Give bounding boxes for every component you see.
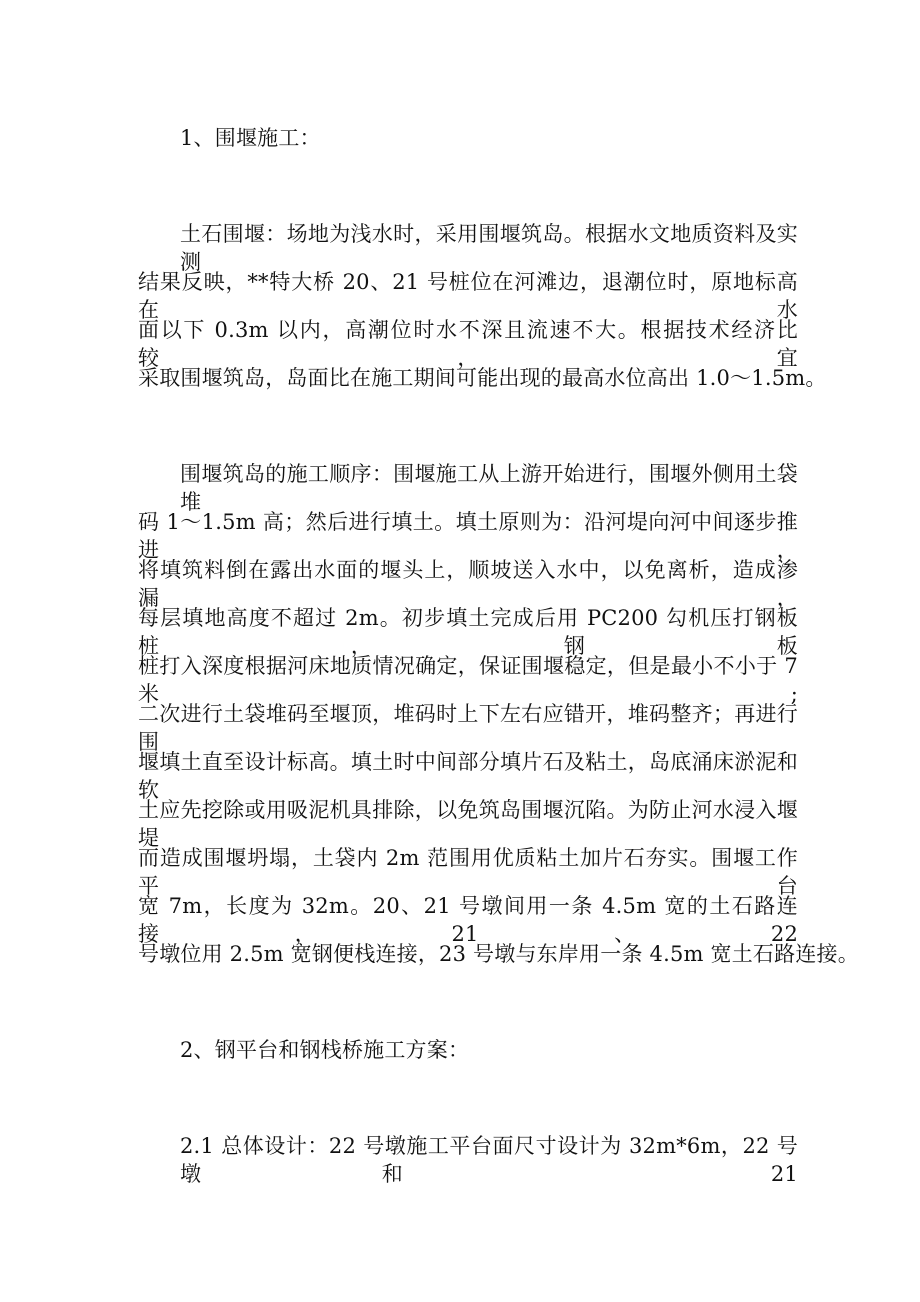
- paragraph-line: 将填筑料倒在露出水面的堰头上，顺坡送入水中，以免离析，造成渗漏，: [138, 558, 798, 610]
- paragraph-line: 码 1～1.5m 高；然后进行填土。填土原则为：沿河堤向河中间逐步推进，: [138, 510, 798, 562]
- paragraph-line: 土石围堰：场地为浅水时，采用围堰筑岛。根据水文地质资料及实测: [180, 222, 798, 274]
- section-heading-2: 2、钢平台和钢栈桥施工方案：: [180, 1038, 470, 1062]
- paragraph-line: 宽 7m，长度为 32m。20、21 号墩间用一条 4.5m 宽的土石路连接，21、22: [138, 894, 798, 946]
- paragraph-line: 号墩位用 2.5m 宽钢便栈连接，23 号墩与东岸用一条 4.5m 宽土石路连接。: [138, 942, 859, 966]
- paragraph-line: 二次进行土袋堆码至堰顶，堆码时上下左右应错开，堆码整齐；再进行围: [138, 702, 798, 754]
- paragraph-line: 面以下 0.3m 以内，高潮位时水不深且流速不大。根据技术经济比较，宜: [138, 318, 798, 370]
- paragraph-line: 而造成围堰坍塌，土袋内 2m 范围用优质粘土加片石夯实。围堰工作平台: [138, 846, 798, 898]
- paragraph-line: 围堰筑岛的施工顺序：围堰施工从上游开始进行，围堰外侧用土袋堆: [180, 462, 798, 514]
- paragraph-line: 采取围堰筑岛，岛面比在施工期间可能出现的最高水位高出 1.0～1.5m。: [138, 366, 827, 390]
- section-heading-1: 1、围堰施工：: [180, 126, 321, 150]
- paragraph-line: 土应先挖除或用吸泥机具排除，以免筑岛围堰沉陷。为防止河水浸入堰堤: [138, 798, 798, 850]
- paragraph-line: 桩打入深度根据河床地质情况确定，保证围堰稳定，但是最小不小于 7 米;: [138, 654, 798, 706]
- paragraph-line: 2.1 总体设计：22 号墩施工平台面尺寸设计为 32m*6m，22 号墩和 21: [180, 1134, 798, 1186]
- paragraph-line: 堰填土直至设计标高。填土时中间部分填片石及粘土，岛底涌床淤泥和软: [138, 750, 798, 802]
- paragraph-line: 结果反映，**特大桥 20、21 号桩位在河滩边，退潮位时，原地标高在水: [138, 270, 798, 322]
- paragraph-line: 每层填地高度不超过 2m。初步填土完成后用 PC200 勾机压打钢板桩，钢板: [138, 606, 798, 658]
